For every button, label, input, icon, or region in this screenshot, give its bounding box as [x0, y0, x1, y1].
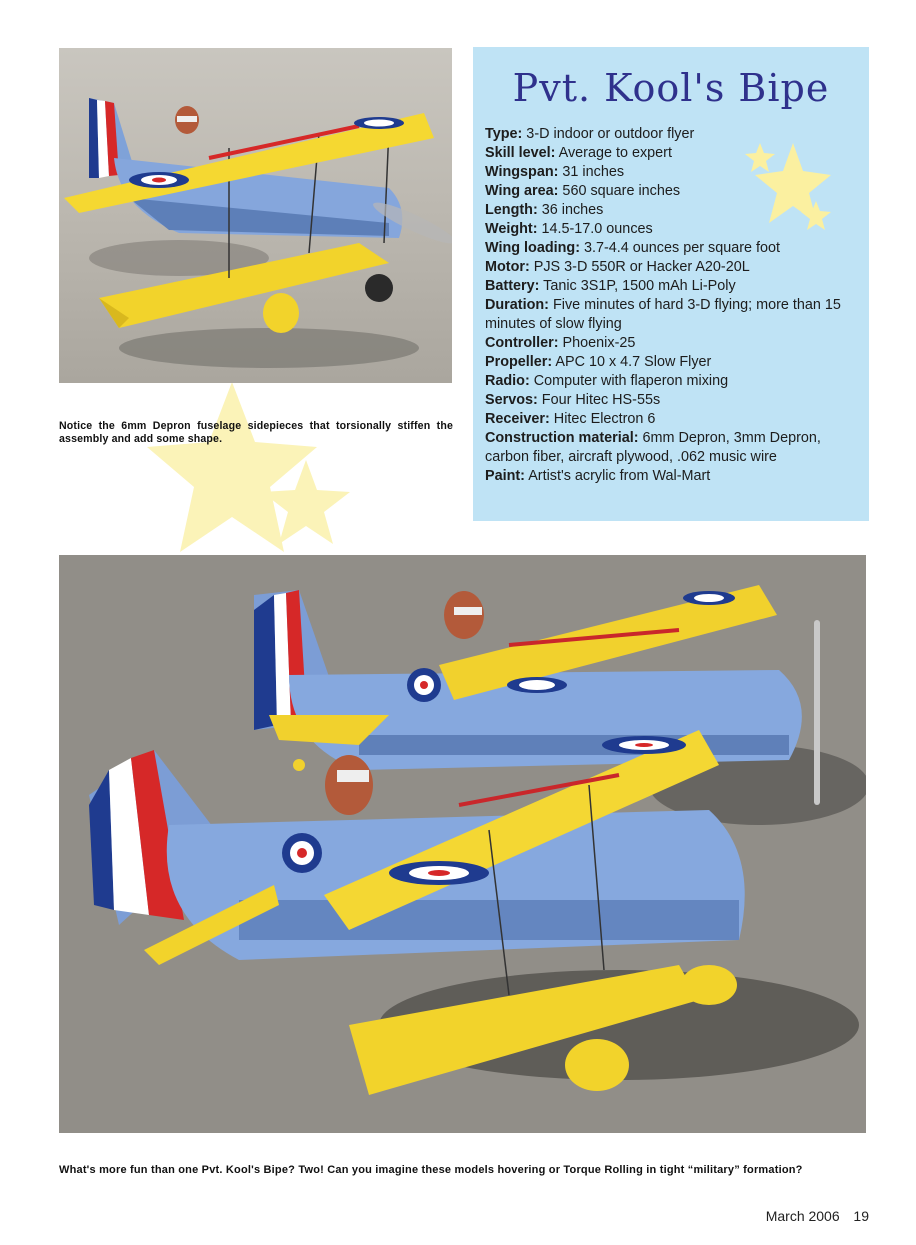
spec-wing-loading: Wing loading: 3.7-4.4 ounces per square foot [485, 240, 781, 256]
spec-propeller: Propeller: APC 10 x 4.7 Slow Flyer [485, 354, 712, 370]
biplane-photo-pair [59, 555, 866, 1133]
photo1-caption: Notice the 6mm Depron fuselage sidepieces that torsionally stiffen the assembly and add some shape. [59, 420, 453, 445]
spec-battery: Battery: Tanic 3S1P, 1500 mAh Li-Poly [485, 278, 736, 294]
page-footer [766, 1208, 869, 1224]
spec-title: Pvt. Kool's Bipe [512, 66, 830, 110]
spec-servos: Servos: Four Hitec HS-55s [485, 392, 661, 408]
spec-wing-area: Wing area: 560 square inches [485, 183, 681, 199]
spec-radio: Radio: Computer with flaperon mixing [485, 373, 729, 389]
photo2-caption: What's more fun than one Pvt. Kool's Bipe? Two! Can you imagine these models hovering or Torque Rolling in tight “military” formation? [59, 1164, 803, 1176]
spec-duration: Duration: Five minutes of hard 3-D flying; more than 15 minutes of slow flying [485, 297, 841, 332]
issue-date: March 2006 [765, 1208, 840, 1224]
spec-skill-level: Skill level: Average to expert [485, 145, 672, 161]
spec-receiver: Receiver: Hitec Electron 6 [485, 411, 656, 427]
page-number: 19 [853, 1208, 869, 1224]
spec-construction-material: Construction material: 6mm Depron, 3mm Depron, carbon fiber, aircraft plywood, .062 music wire [485, 430, 821, 465]
spec-wingspan: Wingspan: 31 inches [485, 164, 625, 180]
spec-weight: Weight: 14.5-17.0 ounces [485, 221, 653, 237]
biplane-photo-single [59, 48, 452, 383]
spec-type: Type: 3-D indoor or outdoor flyer [485, 126, 695, 142]
spec-box [473, 47, 869, 521]
spec-paint: Paint: Artist's acrylic from Wal-Mart [485, 468, 711, 484]
spec-length: Length: 36 inches [485, 202, 604, 218]
spec-motor: Motor: PJS 3-D 550R or Hacker A20-20L [485, 259, 750, 275]
spec-controller: Controller: Phoenix-25 [485, 335, 636, 351]
decorative-star-small-icon [256, 460, 356, 545]
